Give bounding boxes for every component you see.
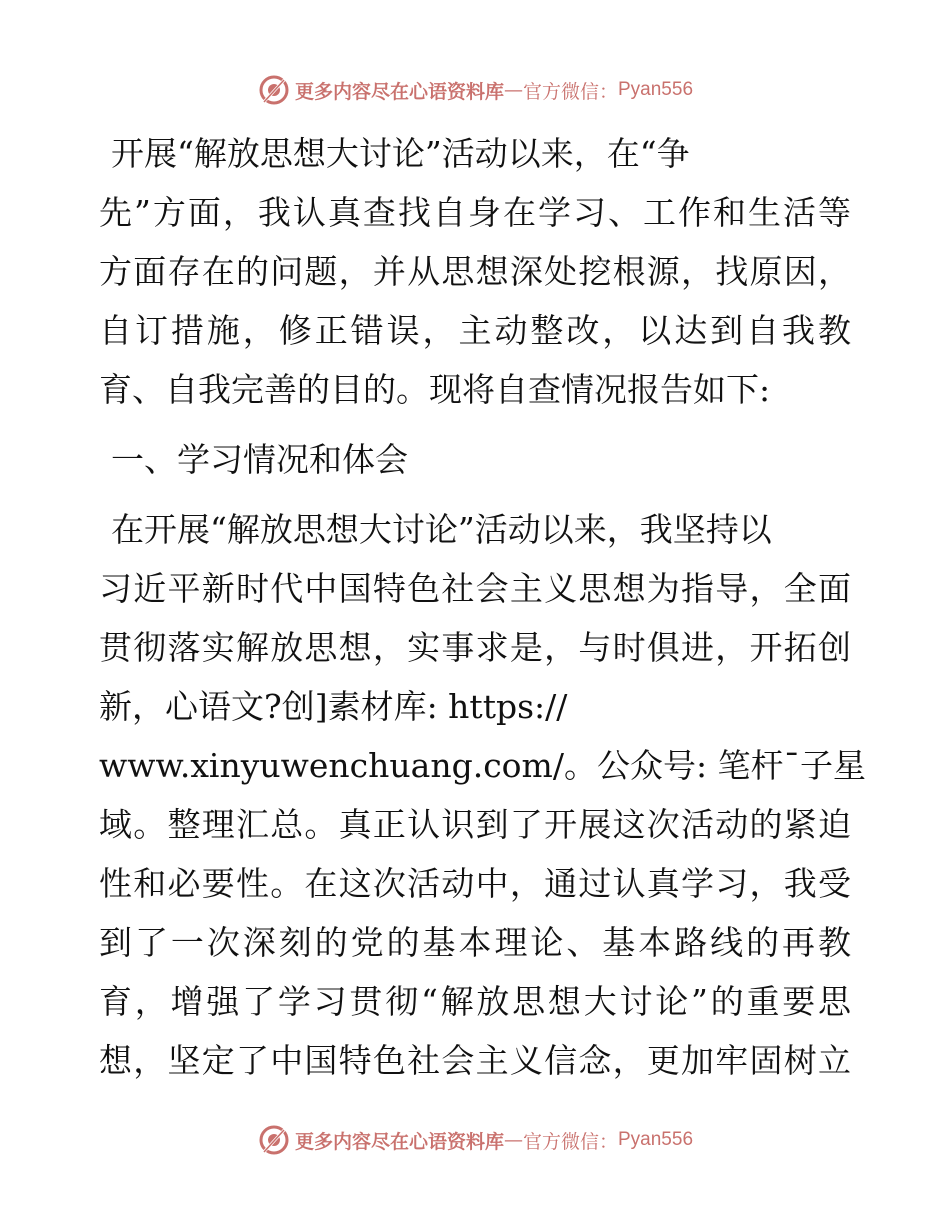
header-wechat-id: Pyan556: [618, 79, 694, 100]
header-wechat-label: 官方微信：: [522, 80, 618, 103]
text-line: 先”方面，我认真查找自身在学习、工作和生活等: [99, 193, 851, 232]
text-line: 方面存在的问题，并从思想深处挖根源，找原因，: [99, 252, 851, 291]
text-line: 想，坚定了中国特色社会主义信念，更加牢固树立: [99, 1041, 851, 1080]
text-line: 在开展“解放思想大讨论”活动以来，我坚持以: [111, 510, 772, 549]
pen-logo-icon: [257, 73, 291, 107]
header-brand-text: 更多内容尽在心语资料库: [294, 80, 504, 103]
header-dash: —: [503, 79, 523, 101]
text-line: 性和必要性。在这次活动中，通过认真学习，我受: [99, 864, 851, 903]
paragraph-study: [99, 500, 867, 1090]
text-line: 域。整理汇总。真正认识到了开展这次活动的紧迫: [99, 805, 851, 844]
text-line: 习近平新时代中国特色社会主义思想为指导，全面: [99, 569, 851, 608]
section-heading: 一、学习情况和体会: [111, 440, 408, 479]
document-body: [99, 124, 867, 1090]
text-line: 育、自我完善的目的。现将自查情况报告如下:: [99, 370, 771, 409]
footer-wechat-id: Pyan556: [618, 1129, 694, 1150]
text-line: 新，心语文?创]素材库: https://: [99, 687, 568, 726]
footer-wechat-label: 官方微信：: [522, 1130, 618, 1153]
text-line: 育，增强了学习贯彻“解放思想大讨论”的重要思: [99, 982, 851, 1021]
paragraph-intro: [99, 124, 851, 419]
header-watermark: [0, 70, 950, 110]
text-line: 开展“解放思想大讨论”活动以来，在“争: [111, 134, 690, 173]
text-line: 到了一次深刻的党的基本理论、基本路线的再教: [99, 923, 851, 962]
text-line: www.xinyuwenchuang.com/。公众号: 笔杆¯子星: [99, 746, 867, 785]
footer-brand-text: 更多内容尽在心语资料库: [294, 1130, 504, 1153]
text-line: 贯彻落实解放思想，实事求是，与时俱进，开拓创: [99, 628, 851, 667]
footer-dash: —: [503, 1129, 523, 1151]
pen-logo-icon: [257, 1123, 291, 1157]
text-line: 自订措施，修正错误，主动整改，以达到自我教: [99, 311, 851, 350]
footer-watermark: [0, 1120, 950, 1160]
